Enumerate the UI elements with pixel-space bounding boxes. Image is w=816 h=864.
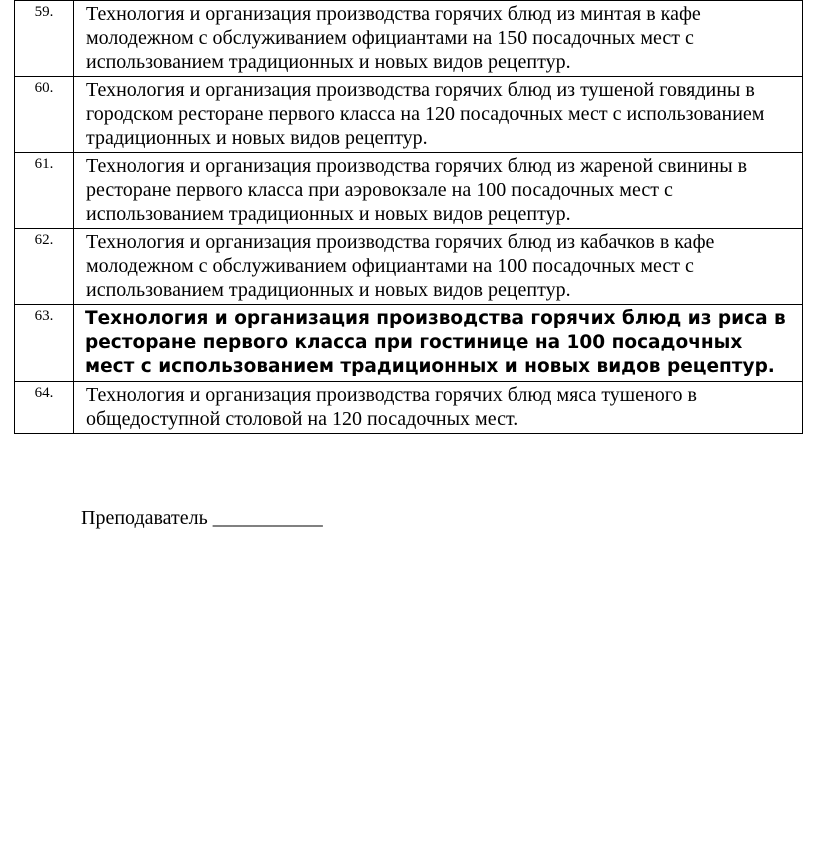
table-row xyxy=(15,305,803,382)
row-topic-text: Технология и организация производства горячих блюд из минтая в кафе молодежном с обслуживанием официантами на 150 посадочных мест с использованием традиционных и новых видов рецептур. xyxy=(74,1,803,77)
table-row xyxy=(15,382,803,434)
row-number: 63. xyxy=(15,305,74,382)
row-number: 64. xyxy=(15,382,74,434)
row-number: 60. xyxy=(15,77,74,153)
topics-table-body xyxy=(15,1,803,434)
row-topic-text: Технология и организация производства горячих блюд из кабачков в кафе молодежном с обслуживанием официантами на 100 посадочных мест с использованием традиционных и новых видов рецептур. xyxy=(74,229,803,305)
row-number: 62. xyxy=(15,229,74,305)
table-row xyxy=(15,153,803,229)
row-number: 59. xyxy=(15,1,74,77)
table-row xyxy=(15,229,803,305)
row-number: 61. xyxy=(15,153,74,229)
table-row xyxy=(15,1,803,77)
signature-line: ___________ xyxy=(212,507,323,529)
row-topic-text-bold: Технология и организация производства горячих блюд из риса в ресторане первого класса при гостинице на 100 посадочных мест с использованием традиционных и новых видов рецептур. xyxy=(74,305,803,382)
row-topic-text: Технология и организация производства горячих блюд мяса тушеного в общедоступной столовой на 120 посадочных мест. xyxy=(74,382,803,434)
row-topic-text: Технология и организация производства горячих блюд из жареной свинины в ресторане первого класса при аэровокзале на 100 посадочных мест с использованием традиционных и новых видов рецептур. xyxy=(74,153,803,229)
row-topic-text: Технология и организация производства горячих блюд из тушеной говядины в городском ресторане первого класса на 120 посадочных мест с использованием традиционных и новых видов рецептур. xyxy=(74,77,803,153)
table-row xyxy=(15,77,803,153)
topics-table xyxy=(14,0,803,434)
signature-label: Преподаватель xyxy=(81,507,208,529)
signature-block xyxy=(81,506,323,530)
